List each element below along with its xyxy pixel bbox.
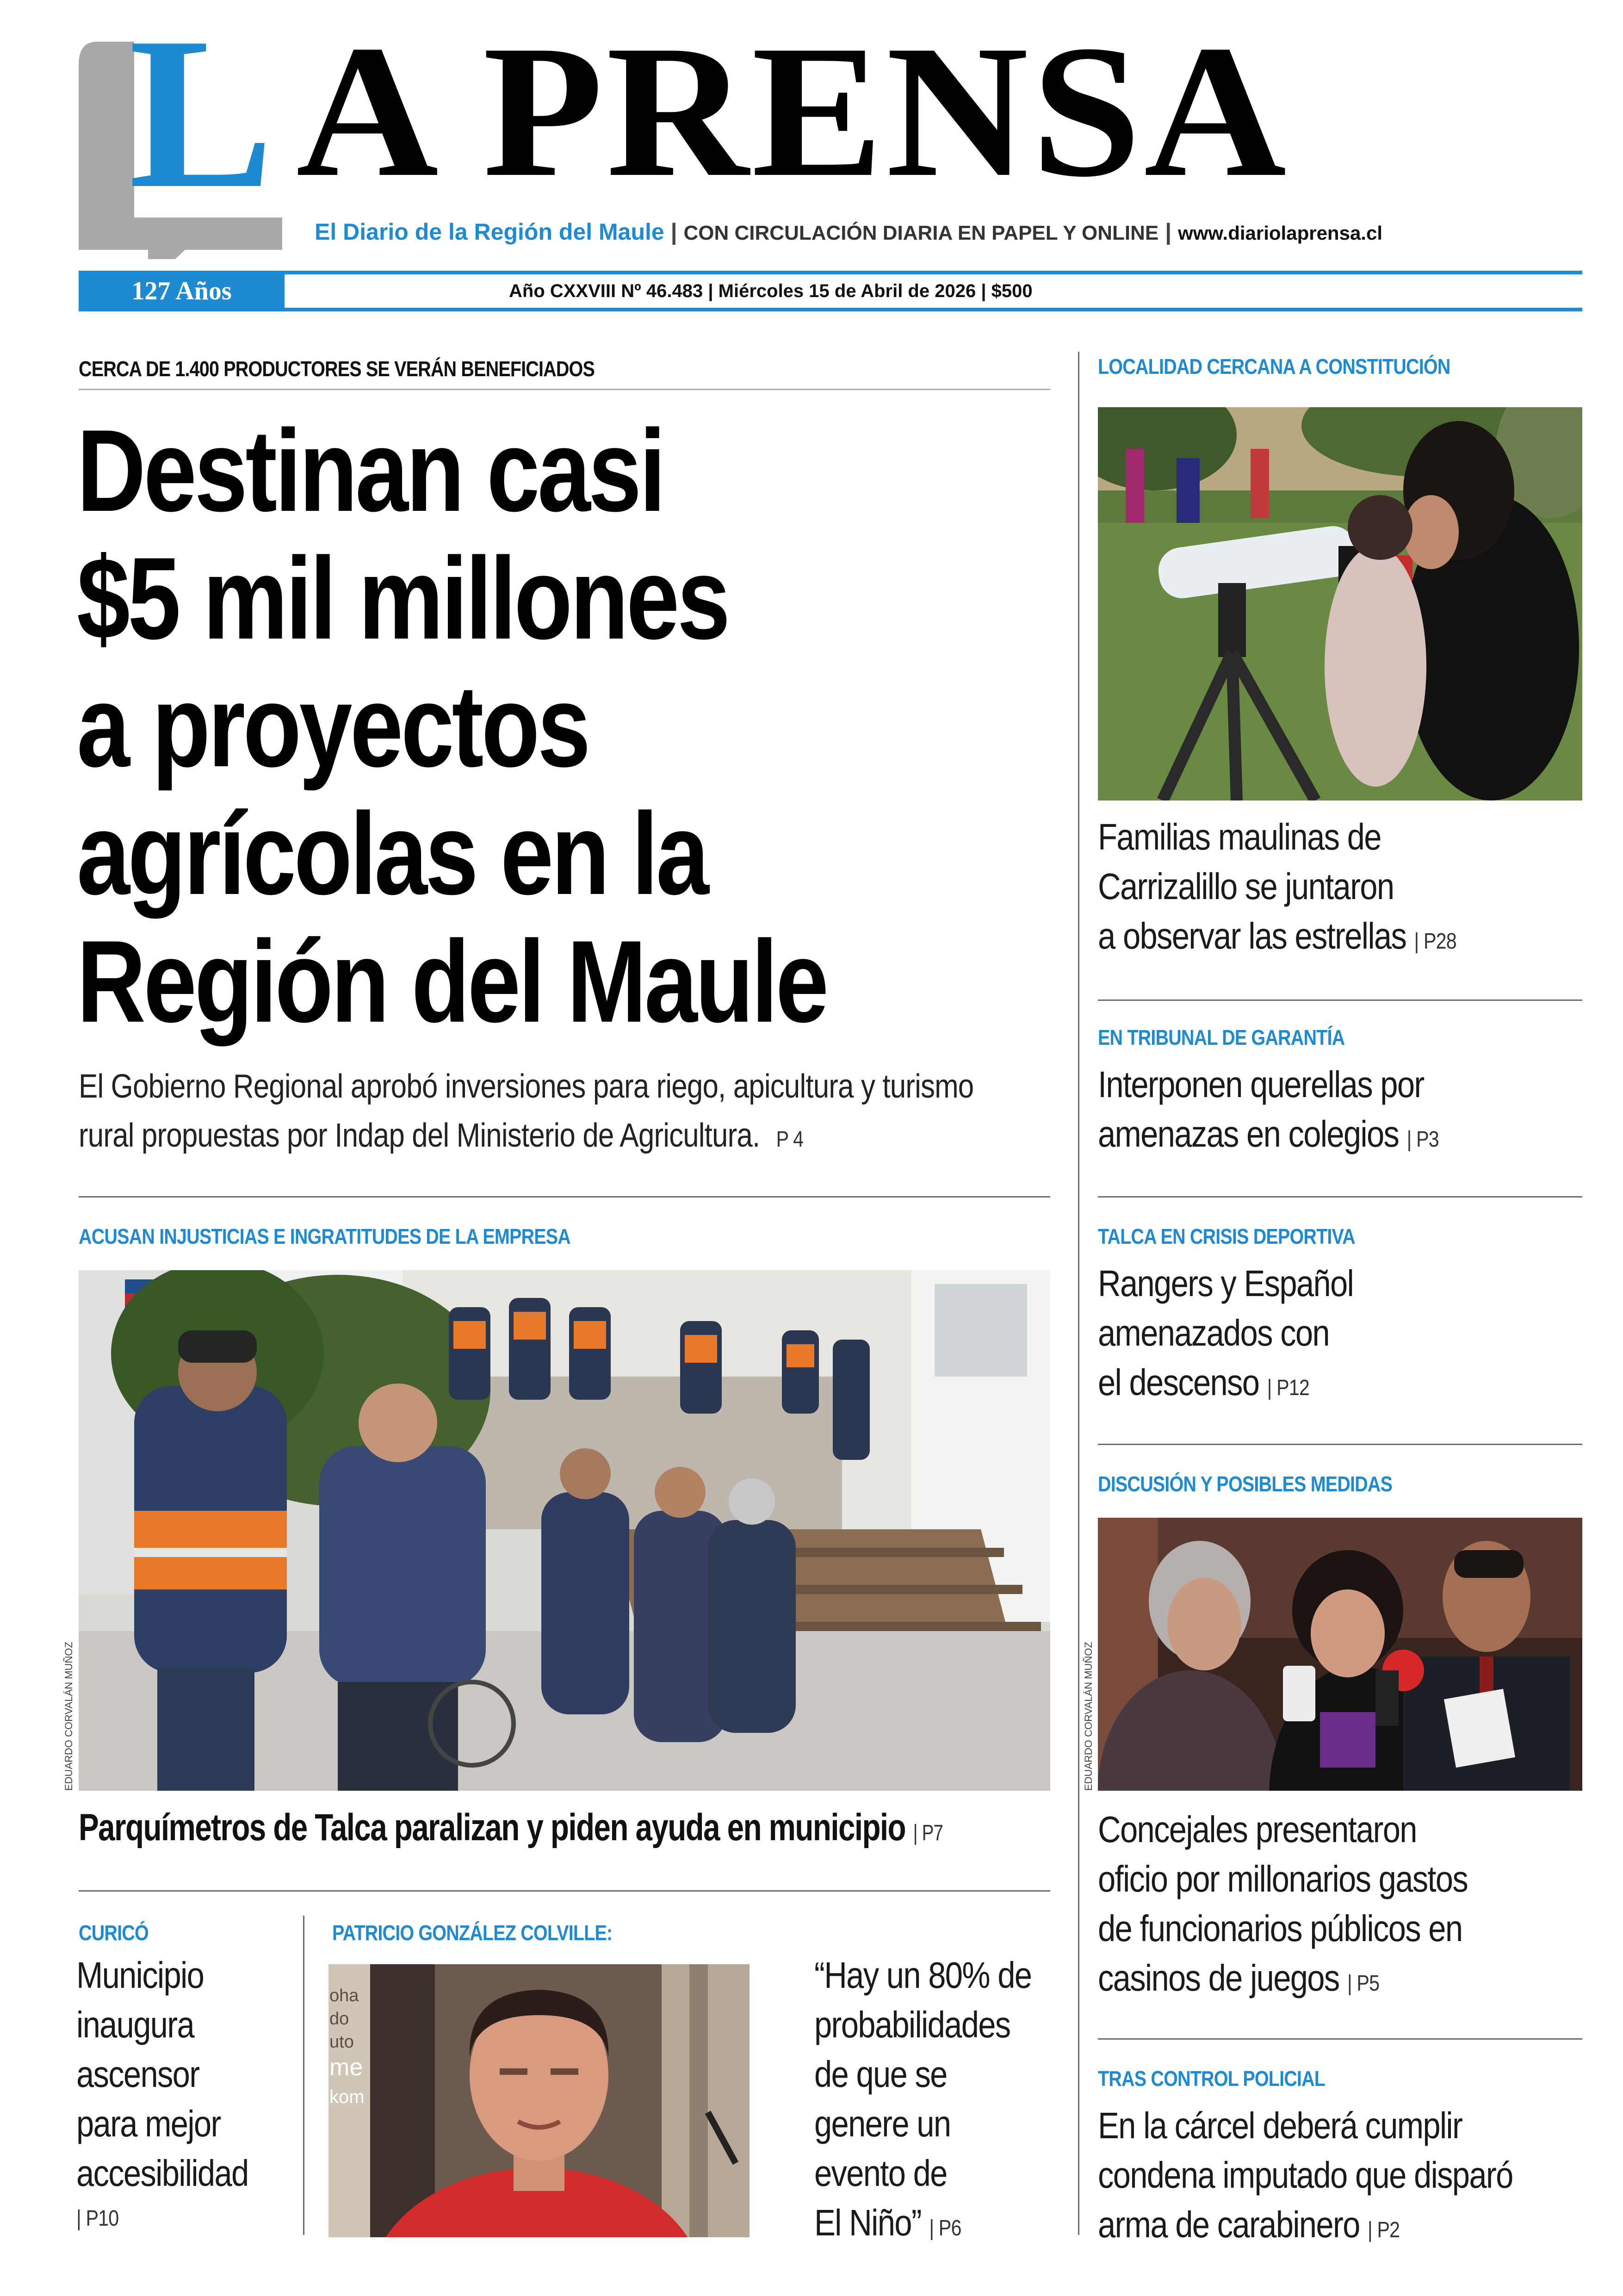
stargazing-headline-line: Familias maulinas de [1098, 816, 1381, 857]
lead-headline-line: $5 mil millones [77, 534, 728, 664]
interview-headline-line: de que se [814, 2054, 947, 2095]
issue-price: $500 [991, 281, 1033, 301]
issue-number: Año CXXVIII Nº 46.483 [509, 281, 703, 301]
stargazing-page-ref[interactable]: | P28 [1414, 929, 1456, 954]
police-page-ref[interactable]: | P2 [1368, 2218, 1400, 2242]
svg-text:uto: uto [329, 2032, 354, 2052]
lead-page-ref[interactable]: P 4 [776, 1127, 804, 1152]
police-kicker: TRAS CONTROL POLICIAL [1098, 2066, 1326, 2091]
curico-headline-line: inaugura [76, 2004, 194, 2045]
interviewee-photo [328, 1964, 750, 2237]
stargazing-headline-line: a observar las estrellas [1098, 915, 1406, 956]
curico-headline-line: para mejor [76, 2103, 221, 2144]
councillors-headline-line: oficio por millonarios gastos [1098, 1858, 1468, 1899]
lead-headline-line: Región del Maule [77, 917, 827, 1047]
interview-headline-line: evento de [814, 2153, 947, 2194]
police-headline-line: arma de carabinero [1098, 2204, 1360, 2245]
councillors-photo-credit: EDUARDO CORVALÁN MUÑOZ [1083, 1642, 1094, 1791]
interview-page-ref[interactable]: | P6 [929, 2216, 961, 2240]
police-headline-line: condena imputado que disparó [1098, 2154, 1513, 2196]
sports-page-ref[interactable]: | P12 [1267, 1376, 1310, 1400]
sports-headline-line: amenazados con [1098, 1312, 1329, 1353]
curico-headline-line: accesibilidad [76, 2153, 248, 2194]
complaints-page-ref[interactable]: | P3 [1406, 1127, 1439, 1152]
curico-page-ref[interactable]: | P10 [76, 2206, 119, 2231]
svg-text:me: me [329, 2054, 363, 2081]
circulation-note: CON CIRCULACIÓN DIARIA EN PAPEL Y ONLINE [683, 222, 1159, 244]
svg-text:kom: kom [329, 2087, 365, 2107]
masthead-strapline: El Diario de la Región del Maule | CON CIRCULACIÓN DIARIA EN PAPEL Y ONLINE | www.diariolaprensa.cl [315, 219, 1383, 245]
parking-kicker: ACUSAN INJUSTICIAS E INGRATITUDES DE LA EMPRESA [79, 1224, 570, 1248]
info-bar [79, 271, 1582, 311]
sports-headline [1098, 1259, 1353, 1413]
svg-text:do: do [329, 2009, 349, 2029]
lead-headline-line: agrícolas en la [77, 789, 707, 919]
lead-headline[interactable] [77, 407, 827, 1046]
interview-headline-line: genere un [814, 2103, 951, 2144]
councillors-page-ref[interactable]: | P5 [1347, 1971, 1380, 1996]
lead-kicker: CERCA DE 1.400 PRODUCTORES SE VERÁN BENEFICIADOS [79, 357, 595, 381]
sports-headline-line: el descenso [1098, 1362, 1259, 1403]
parking-workers-photo [79, 1270, 1050, 1791]
councillors-headline-line: Concejales presentaron [1098, 1809, 1417, 1850]
councillors-headline [1098, 1805, 1468, 2008]
interview-headline-line: probabilidades [814, 2004, 1010, 2045]
councillors-kicker: DISCUSIÓN Y POSIBLES MEDIDAS [1098, 1472, 1393, 1496]
issue-line: Año CXXVIII Nº 46.483 | Miércoles 15 de Abril de 2026 | $500 [509, 281, 1033, 301]
interview-headline-line: “Hay un 80% de [814, 1955, 1032, 1996]
svg-text:oha: oha [329, 1986, 359, 2005]
police-headline-line: En la cárcel deberá cumplir [1098, 2105, 1462, 2146]
lead-deck-line: rural propuestas por Indap del Ministerio de Agricultura. [79, 1117, 760, 1154]
complaints-headline-line: amenazas en colegios [1098, 1113, 1399, 1154]
curico-headline-line: Municipio [76, 1955, 204, 1996]
lead-deck [79, 1062, 973, 1164]
interview-headline [814, 1950, 1031, 2253]
sports-kicker: TALCA EN CRISIS DEPORTIVA [1098, 1224, 1355, 1248]
website-link[interactable]: www.diariolaprensa.cl [1178, 222, 1383, 244]
tagline: El Diario de la Región del Maule [315, 219, 664, 245]
logo-letter: L [129, 0, 274, 233]
lead-headline-line: a proyectos [77, 661, 588, 791]
police-headline [1098, 2101, 1513, 2255]
curico-headline [76, 1950, 248, 2240]
lead-headline-line: Destinan casi [77, 406, 664, 536]
parking-photo-credit: EDUARDO CORVALÁN MUÑOZ [63, 1642, 74, 1791]
interview-headline-line: El Niño” [814, 2202, 921, 2243]
curico-kicker: CURICÓ [79, 1921, 149, 1945]
councillors-headline-line: casinos de juegos [1098, 1957, 1339, 1998]
stargazing-photo [1098, 407, 1582, 800]
curico-headline-line: ascensor [76, 2054, 199, 2095]
parking-caption-text: Parquímetros de Talca paralizan y piden ayuda en municipio [79, 1806, 906, 1849]
masthead-title: A PRENSA [296, 6, 1289, 216]
parking-page-ref[interactable]: | P7 [913, 1821, 943, 1845]
sports-headline-line: Rangers y Español [1098, 1263, 1354, 1304]
complaints-headline-line: Interponen querellas por [1098, 1064, 1424, 1105]
councillors-headline-line: de funcionarios públicos en [1098, 1908, 1462, 1949]
interview-kicker: PATRICIO GONZÁLEZ COLVILLE: [332, 1921, 613, 1945]
issue-date: Miércoles 15 de Abril de 2026 [718, 281, 976, 301]
parking-caption[interactable] [79, 1805, 943, 1856]
complaints-headline [1098, 1060, 1439, 1164]
stargazing-kicker: LOCALIDAD CERCANA A CONSTITUCIÓN [1098, 354, 1450, 379]
stargazing-headline-line: Carrizalillo se juntaron [1098, 866, 1394, 907]
councillors-photo [1098, 1518, 1582, 1791]
lead-deck-line: El Gobierno Regional aprobó inversiones para riego, apicultura y turismo [79, 1068, 974, 1105]
complaints-kicker: EN TRIBUNAL DE GARANTÍA [1098, 1025, 1345, 1049]
stargazing-headline [1098, 812, 1456, 966]
years-label: 127 Años [131, 277, 232, 305]
